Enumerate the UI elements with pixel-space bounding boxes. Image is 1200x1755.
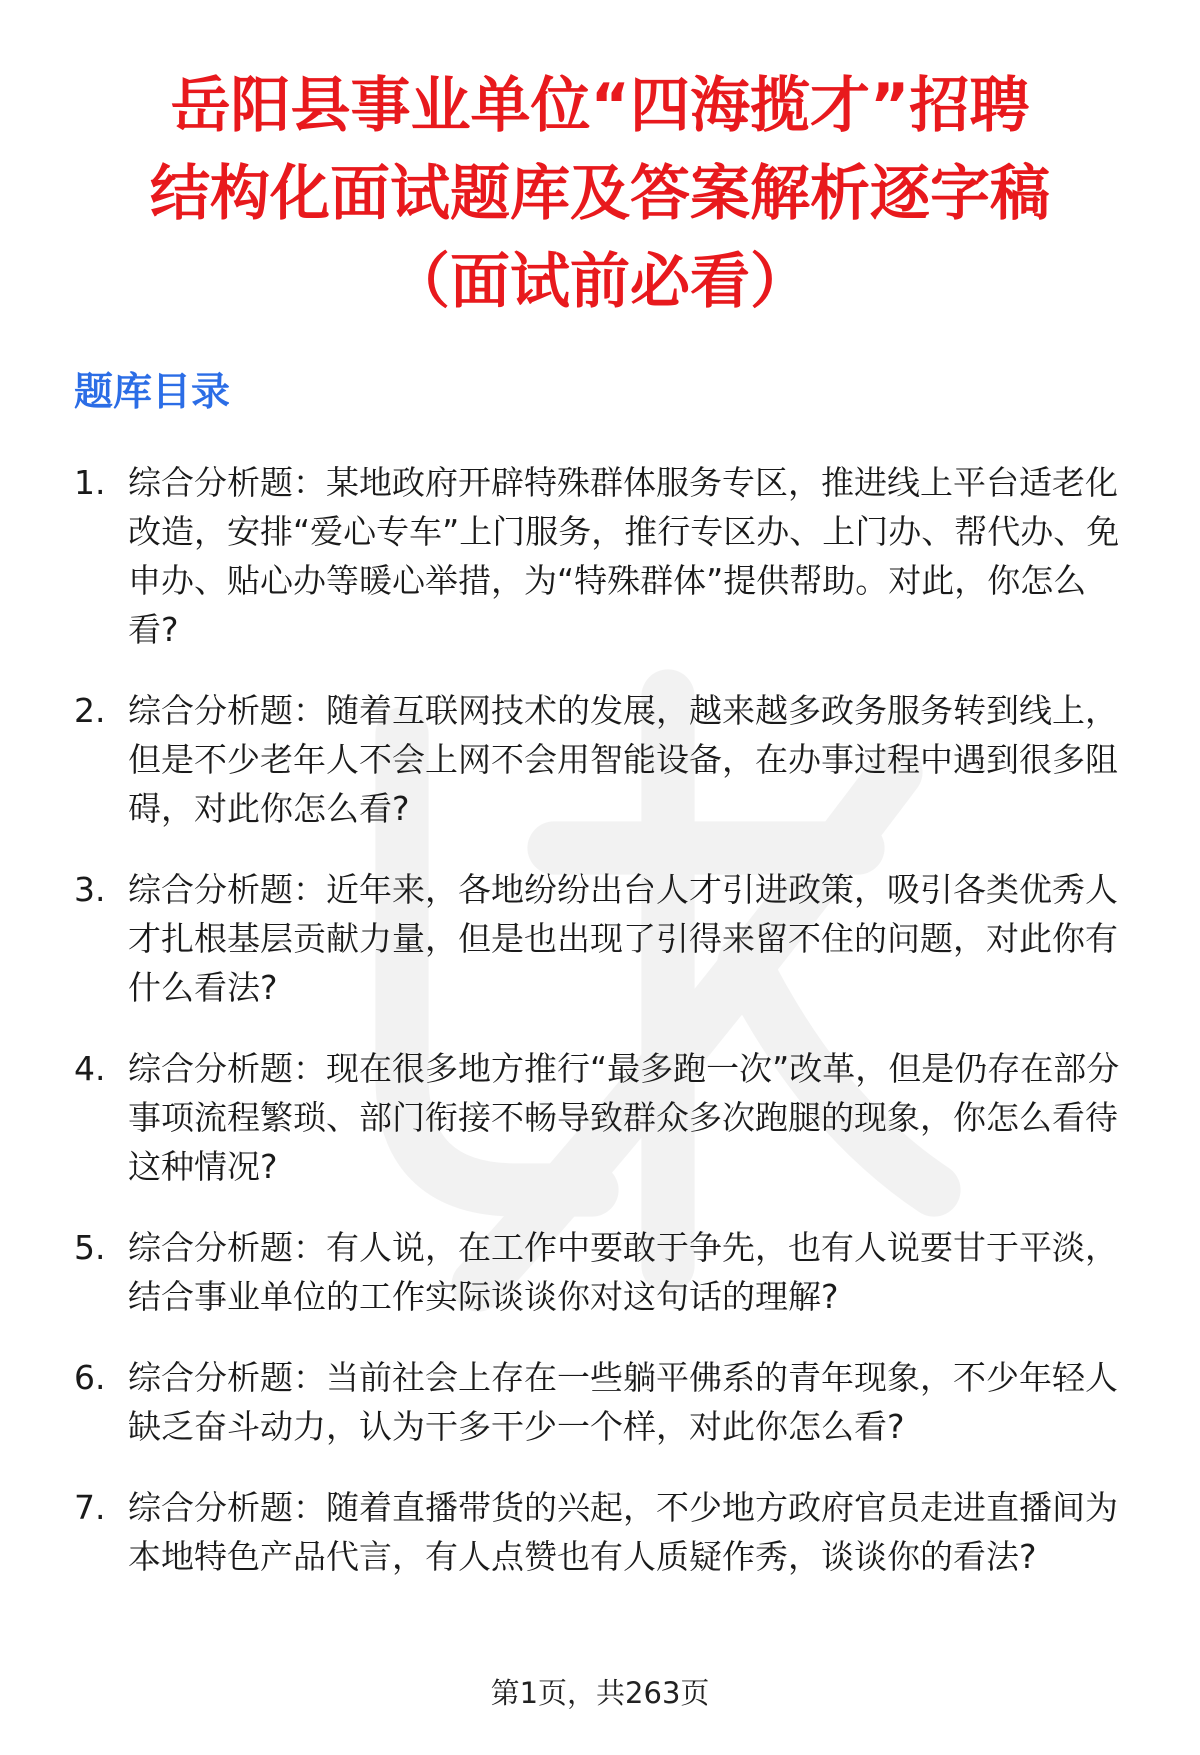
question-text: 综合分析题：某地政府开辟特殊群体服务专区，推进线上平台适老化改造，安排“爱心专车”上门服务，推行专区办、上门办、帮代办、免申办、贴心办等暖心举措，为“特殊群体”提供帮助。对此，你怎么看? <box>128 463 1120 649</box>
title-line-2: 结构化面试题库及答案解析逐字稿 <box>150 159 1050 229</box>
question-number: 3. <box>74 870 106 909</box>
question-number: 7. <box>74 1488 106 1527</box>
question-number: 1. <box>74 463 106 502</box>
question-text: 综合分析题：当前社会上存在一些躺平佛系的青年现象，不少年轻人缺乏奋斗动力，认为干多干少一个样，对此你怎么看? <box>128 1358 1118 1446</box>
title-line-1: 岳阳县事业单位“四海揽才”招聘 <box>170 71 1030 141</box>
question-item-5 <box>74 1223 1134 1321</box>
title-line-3: （面试前必看） <box>390 247 810 317</box>
question-number: 2. <box>74 691 106 730</box>
question-item-2 <box>74 686 1134 833</box>
question-item-3 <box>74 865 1134 1012</box>
question-text: 综合分析题：近年来，各地纷纷出台人才引进政策，吸引各类优秀人才扎根基层贡献力量，但是也出现了引得来留不住的问题，对此你有什么看法? <box>128 870 1118 1007</box>
document-title <box>0 62 1200 326</box>
toc-heading: 题库目录 <box>74 370 231 415</box>
page-footer: 第1页，共263页 <box>490 1676 710 1710</box>
question-item-7 <box>74 1483 1134 1581</box>
question-item-4 <box>74 1044 1134 1191</box>
question-text: 综合分析题：现在很多地方推行“最多跑一次”改革，但是仍存在部分事项流程繁琐、部门衔接不畅导致群众多次跑腿的现象，你怎么看待这种情况? <box>128 1049 1120 1186</box>
question-item-6 <box>74 1353 1134 1451</box>
question-item-1 <box>74 458 1134 654</box>
question-list <box>74 458 1134 1613</box>
question-text: 综合分析题：随着互联网技术的发展，越来越多政务服务转到线上，但是不少老年人不会上网不会用智能设备，在办事过程中遇到很多阻碍，对此你怎么看? <box>128 691 1118 828</box>
question-number: 5. <box>74 1228 106 1267</box>
question-number: 6. <box>74 1358 106 1397</box>
question-text: 综合分析题：有人说，在工作中要敢于争先，也有人说要甘于平淡，结合事业单位的工作实际谈谈你对这句话的理解? <box>128 1228 1118 1316</box>
question-text: 综合分析题：随着直播带货的兴起，不少地方政府官员走进直播间为本地特色产品代言，有人点赞也有人质疑作秀，谈谈你的看法? <box>128 1488 1118 1576</box>
question-number: 4. <box>74 1049 106 1088</box>
